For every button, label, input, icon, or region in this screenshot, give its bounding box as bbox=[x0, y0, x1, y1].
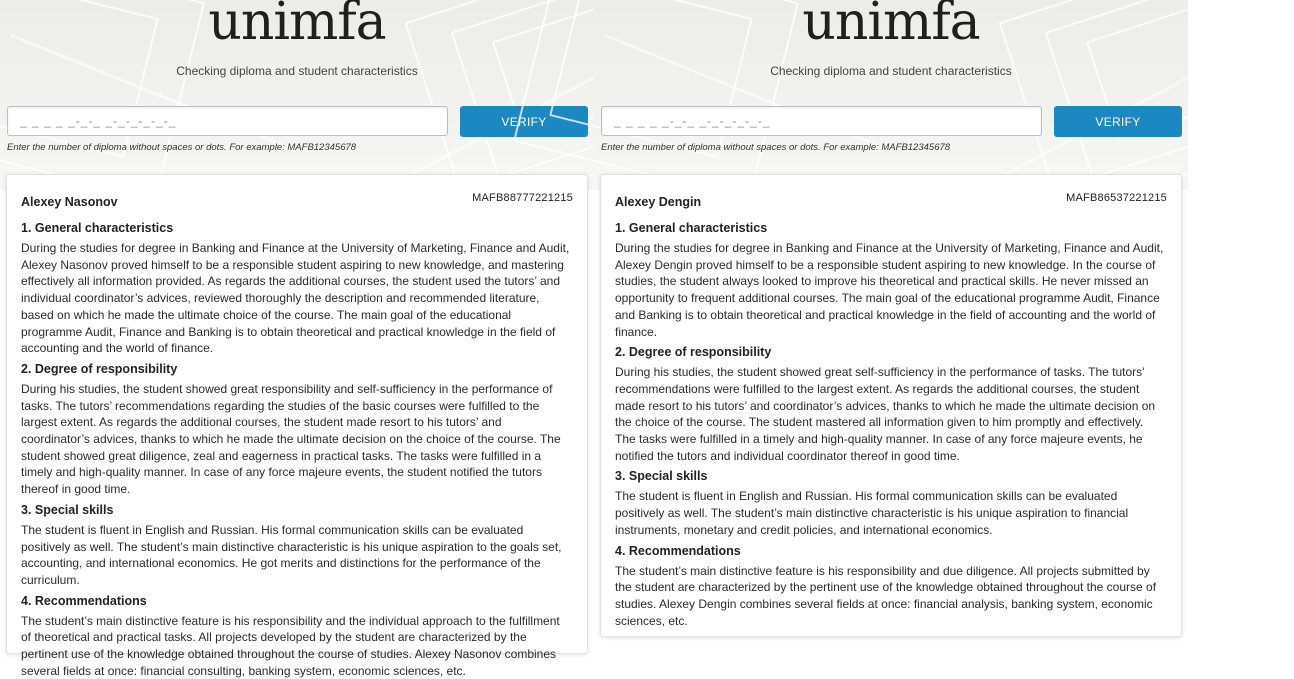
diploma-number-input[interactable]: _ _ _ _ _-_-_ _-_-_-_-_-_ bbox=[601, 106, 1042, 136]
section-title: 1. General characteristics bbox=[615, 221, 768, 235]
section-text: During his studies, the student showed great responsibility and self-sufficiency in the performance of tasks. The tutors’ recommendations regarding the studies of the basic courses were fulfilled to the largest extent. As regards the additional courses, the student made resort to his tutors’ and coordinator’s advices, thanks to which he made the ultimate decision on the choice of the course. The student showed great diligence, zeal and eagerness in practical tasks. The tasks were fulfilled in a timely and high-quality manner. In case of any force majeure events, the student notified the tutors thereof in good time. bbox=[21, 381, 561, 497]
section-skills bbox=[21, 502, 573, 589]
section-text: The student’s main distinctive feature is his responsibility and due diligence. All projects submitted by the student are characterized by the pertinent use of the knowledge obtained throughout the course of studies. Alexey Dengin combines several fields at once: financial analysis, banking system, economic sciences, etc. bbox=[615, 563, 1157, 628]
student-name: Alexey Dengin bbox=[615, 195, 702, 209]
student-name: Alexey Nasonov bbox=[21, 195, 118, 209]
card-header bbox=[615, 192, 1167, 220]
section-responsibility bbox=[21, 361, 573, 498]
section-text: The student is fluent in English and Russian. His formal communication skills can be evaluated positively as well. The student’s main distinctive characteristic is his unique aspiration to the goals set, accounting, and international economics. He got merits and distinctions for the performance of the curriculum. bbox=[21, 522, 562, 587]
section-title: 1. General characteristics bbox=[21, 221, 174, 235]
diploma-code: MAFB86537221215 bbox=[1066, 192, 1167, 204]
section-general bbox=[615, 220, 1167, 340]
section-title: 4. Recommendations bbox=[615, 543, 741, 558]
input-hint: Enter the number of diploma without spaces or dots. For example: MAFB12345678 bbox=[601, 142, 951, 153]
section-title: 2. Degree of responsibility bbox=[615, 345, 772, 360]
section-text: The student’s main distinctive feature is his responsibility and the individual approach to the fulfillment of theoretical and practical tasks. All projects developed by the student are characterized by the pertinent use of the knowledge obtained throughout the course of studies. Alexey Nasonov combines several fields at once: financial consulting, banking system, economic sciences, etc. bbox=[21, 613, 560, 678]
section-title: 3. Special skills bbox=[21, 502, 114, 517]
verify-button[interactable]: VERIFY bbox=[1054, 106, 1182, 137]
section-title: 4. Recommendations bbox=[21, 593, 147, 608]
verification-panel-right bbox=[594, 0, 1188, 658]
section-title: 2. Degree of responsibility bbox=[21, 361, 178, 376]
tagline: Checking diploma and student characteristics bbox=[176, 64, 418, 78]
student-card bbox=[600, 174, 1182, 637]
section-responsibility bbox=[615, 344, 1167, 464]
unimfa-logo[interactable]: unimfa bbox=[802, 0, 980, 52]
section-recommendations bbox=[21, 593, 573, 679]
input-hint: Enter the number of diploma without spaces or dots. For example: MAFB12345678 bbox=[7, 142, 357, 153]
diploma-code: MAFB88777221215 bbox=[472, 192, 573, 204]
diploma-number-input[interactable]: _ _ _ _ _-_-_ _-_-_-_-_-_ bbox=[7, 106, 448, 136]
student-card bbox=[6, 174, 588, 678]
unimfa-logo[interactable]: unimfa bbox=[208, 0, 386, 52]
section-skills bbox=[615, 468, 1167, 538]
section-text: The student is fluent in English and Russian. His formal communication skills can be evaluated positively as well. The student’s main distinctive characteristic is his unique aspiration to financial instruments, monetary and credit policies, and international economics. bbox=[615, 489, 1129, 537]
tagline: Checking diploma and student characteristics bbox=[770, 64, 1012, 78]
verification-panel-left bbox=[0, 0, 594, 678]
section-text: During his studies, the student showed great self-sufficiency in the performance of tasks. The tutors’ recommendations were fulfilled to the largest extent. As regards the additional courses, the student made resort to his tutors’ and coordinator’s advices, thanks to which he made the ultimate decision on the choice of the course. The student mastered all information given to him promptly and effectively. The tasks were fulfilled in a timely and high-quality manner. In case of any force majeure events, he notified the tutors and individual coordinator thereof in good time. bbox=[615, 365, 1156, 463]
section-text: During the studies for degree in Banking and Finance at the University of Marketing, Finance and Audit, Alexey Dengin proved himself to be a responsible student aspiring to new knowledge. In the course of studies, the student always looked to improve his theoretical and practical skills. He never missed an opportunity to frequent additional courses. The main goal of the educational programme Audit, Finance and Banking is to obtain theoretical and practical knowledge in the field of accounting and the world of finance. bbox=[615, 241, 1164, 339]
card-header bbox=[21, 192, 573, 220]
verify-button[interactable]: VERIFY bbox=[460, 106, 588, 137]
section-recommendations bbox=[615, 543, 1167, 630]
section-text: During the studies for degree in Banking and Finance at the University of Marketing, Finance and Audit, Alexey Nasonov proved himself to be a responsible student aspiring to new knowledge, and mastering effectively all information provided. As regards the additional courses, the student used the tutors’ and individual coordinator’s advices, reviewed thoroughly the description and recommended literature, based on which he made the ultimate choice of the course. The main goal of the educational programme Audit, Finance and Banking is to obtain theoretical and practical knowledge in the field of accounting and the world of finance. bbox=[21, 241, 570, 356]
section-general bbox=[21, 220, 573, 357]
section-title: 3. Special skills bbox=[615, 469, 708, 484]
